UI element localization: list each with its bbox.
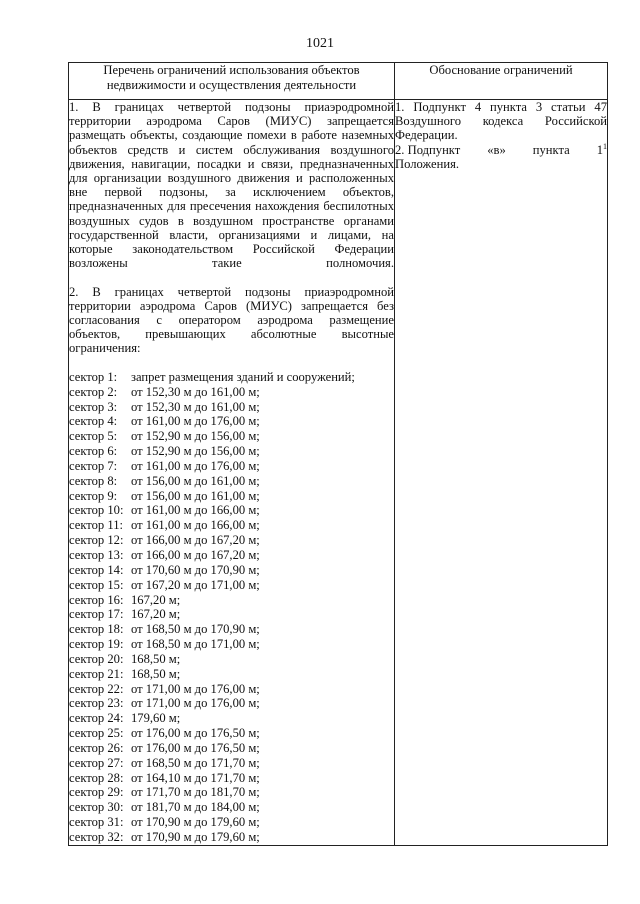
sector-value: от 156,00 м до 161,00 м;	[131, 488, 260, 503]
sector-row	[69, 518, 394, 533]
sector-row	[69, 652, 394, 667]
restriction-paragraph-1: 1. В границах четвертой подзоны приаэродромной территории аэродрома Саров (МИУС) запрещается размещать объекты, создающие помехи в работе наземных объектов средств и систем обслуживания воздушного движения, навигации, посадки и связи, предназначенных для организации воздушного движения и расположенных вне первой подзоны, за исключением объектов, предназначенных для пресечения нахождения беспилотных воздушных судов в воздушном пространстве органами государственной власти, организациями и лицами, на которые законодательством Российской Федерации возложены такие полномочия.	[69, 100, 394, 271]
sector-list	[69, 370, 394, 845]
sector-value: от 170,90 м до 179,60 м;	[131, 830, 260, 845]
sector-value: от 168,50 м до 171,00 м;	[131, 637, 260, 652]
sector-row	[69, 756, 394, 771]
table-body-row	[69, 100, 608, 846]
sector-label: сектор 9:	[69, 488, 118, 503]
sector-label: сектор 26:	[69, 740, 124, 755]
sector-value: от 161,00 м до 176,00 м;	[131, 414, 260, 429]
sector-row	[69, 711, 394, 726]
sector-label: сектор 25:	[69, 726, 124, 741]
sector-value: от 171,00 м до 176,00 м;	[131, 696, 260, 711]
header-restrictions-list: Перечень ограничений использования объектов недвижимости и осуществления деятельности	[69, 63, 395, 100]
sector-row	[69, 400, 394, 415]
sector-label: сектор 20:	[69, 651, 124, 666]
sector-value: от 161,00 м до 176,00 м;	[131, 458, 260, 473]
sector-value: от 161,00 м до 166,00 м;	[131, 518, 260, 533]
sector-value: от 166,00 м до 167,20 м;	[131, 547, 260, 562]
sector-row	[69, 414, 394, 429]
sector-label: сектор 1:	[69, 369, 118, 384]
sector-row	[69, 533, 394, 548]
sector-row	[69, 771, 394, 786]
sector-value: от 171,70 м до 181,70 м;	[131, 785, 260, 800]
sector-label: сектор 29:	[69, 785, 124, 800]
sector-value: от 161,00 м до 166,00 м;	[131, 503, 260, 518]
sector-row	[69, 503, 394, 518]
sector-label: сектор 2:	[69, 384, 118, 399]
sector-row	[69, 385, 394, 400]
sector-value: от 181,70 м до 184,00 м;	[131, 800, 260, 815]
sector-label: сектор 18:	[69, 622, 124, 637]
sector-label: сектор 30:	[69, 800, 124, 815]
sector-row	[69, 578, 394, 593]
sector-value: от 168,50 м до 170,90 м;	[131, 622, 260, 637]
sector-value: 168,50 м;	[131, 651, 181, 666]
sector-value: от 152,30 м до 161,00 м;	[131, 399, 260, 414]
sector-label: сектор 15:	[69, 577, 124, 592]
sector-row	[69, 815, 394, 830]
sector-label: сектор 31:	[69, 815, 124, 830]
sector-row	[69, 696, 394, 711]
justification-item-2-part-a: 2. Подпункт	[395, 142, 461, 157]
sector-label: сектор 28:	[69, 770, 124, 785]
sector-value: от 176,00 м до 176,50 м;	[131, 740, 260, 755]
sector-value: 167,20 м;	[131, 607, 181, 622]
sector-value: от 170,60 м до 170,90 м;	[131, 562, 260, 577]
sector-row	[69, 622, 394, 637]
sector-row	[69, 548, 394, 563]
sector-label: сектор 8:	[69, 473, 118, 488]
sector-row	[69, 474, 394, 489]
sector-label: сектор 12:	[69, 533, 124, 548]
sector-row	[69, 785, 394, 800]
sector-label: сектор 22:	[69, 681, 124, 696]
sector-row	[69, 830, 394, 845]
sector-label: сектор 7:	[69, 458, 118, 473]
justification-item-2	[395, 143, 607, 171]
sector-value: от 176,00 м до 176,50 м;	[131, 726, 260, 741]
sector-value: запрет размещения зданий и сооружений;	[131, 369, 355, 384]
sector-value: от 168,50 м до 171,70 м;	[131, 755, 260, 770]
sector-value: от 152,30 м до 161,00 м;	[131, 384, 260, 399]
sector-value: от 170,90 м до 179,60 м;	[131, 815, 260, 830]
sector-label: сектор 16:	[69, 592, 124, 607]
page-number: 1021	[306, 36, 334, 51]
sector-label: сектор 3:	[69, 399, 118, 414]
sector-label: сектор 4:	[69, 414, 118, 429]
justification-item-2-part-d: 1	[596, 142, 603, 157]
sector-label: сектор 24:	[69, 711, 124, 726]
justification-item-2-part-c: пункта	[532, 142, 570, 157]
sector-row	[69, 370, 394, 385]
sector-label: сектор 17:	[69, 607, 124, 622]
table-header-row	[69, 63, 608, 100]
sector-value: от 152,90 м до 156,00 м;	[131, 444, 260, 459]
sector-row	[69, 726, 394, 741]
sector-value: от 171,00 м до 176,00 м;	[131, 681, 260, 696]
sector-value: от 166,00 м до 167,20 м;	[131, 533, 260, 548]
sector-value: от 164,10 м до 171,70 м;	[131, 770, 260, 785]
sector-row	[69, 444, 394, 459]
sector-label: сектор 5:	[69, 429, 118, 444]
sector-row	[69, 682, 394, 697]
sector-row	[69, 429, 394, 444]
sector-value: от 156,00 м до 161,00 м;	[131, 473, 260, 488]
justification-item-2-part-e: Положения.	[395, 156, 460, 171]
sector-label: сектор 6:	[69, 444, 118, 459]
sector-row	[69, 637, 394, 652]
sector-row	[69, 593, 394, 608]
justification-item-2-superscript: 1	[603, 141, 607, 151]
sector-value: 168,50 м;	[131, 666, 181, 681]
justification-item-2-part-b: «в»	[487, 142, 506, 157]
justification-cell	[395, 100, 608, 846]
sector-row	[69, 741, 394, 756]
sector-row	[69, 800, 394, 815]
header-justification: Обоснование ограничений	[395, 63, 608, 100]
sector-value: от 167,20 м до 171,00 м;	[131, 577, 260, 592]
sector-label: сектор 23:	[69, 696, 124, 711]
sector-row	[69, 563, 394, 578]
restrictions-table	[68, 62, 608, 846]
sector-row	[69, 667, 394, 682]
sector-label: сектор 21:	[69, 666, 124, 681]
sector-row	[69, 459, 394, 474]
justification-item-1: 1. Подпункт 4 пункта 3 статьи 47 Воздушного кодекса Российской Федерации.	[395, 100, 607, 143]
sector-value: от 152,90 м до 156,00 м;	[131, 429, 260, 444]
sector-label: сектор 11:	[69, 518, 123, 533]
sector-value: 179,60 м;	[131, 711, 181, 726]
restriction-paragraph-2: 2. В границах четвертой подзоны приаэродромной территории аэродрома Саров (МИУС) запрещается без согласования с оператором аэродрома размещение объектов, превышающих абсолютные высотные ограничения:	[69, 284, 394, 356]
sector-label: сектор 27:	[69, 755, 124, 770]
sector-label: сектор 10:	[69, 503, 124, 518]
restrictions-cell	[69, 100, 395, 846]
sector-row	[69, 607, 394, 622]
sector-label: сектор 32:	[69, 830, 124, 845]
sector-row	[69, 489, 394, 504]
sector-label: сектор 19:	[69, 637, 124, 652]
sector-label: сектор 14:	[69, 562, 124, 577]
sector-value: 167,20 м;	[131, 592, 181, 607]
sector-label: сектор 13:	[69, 547, 124, 562]
